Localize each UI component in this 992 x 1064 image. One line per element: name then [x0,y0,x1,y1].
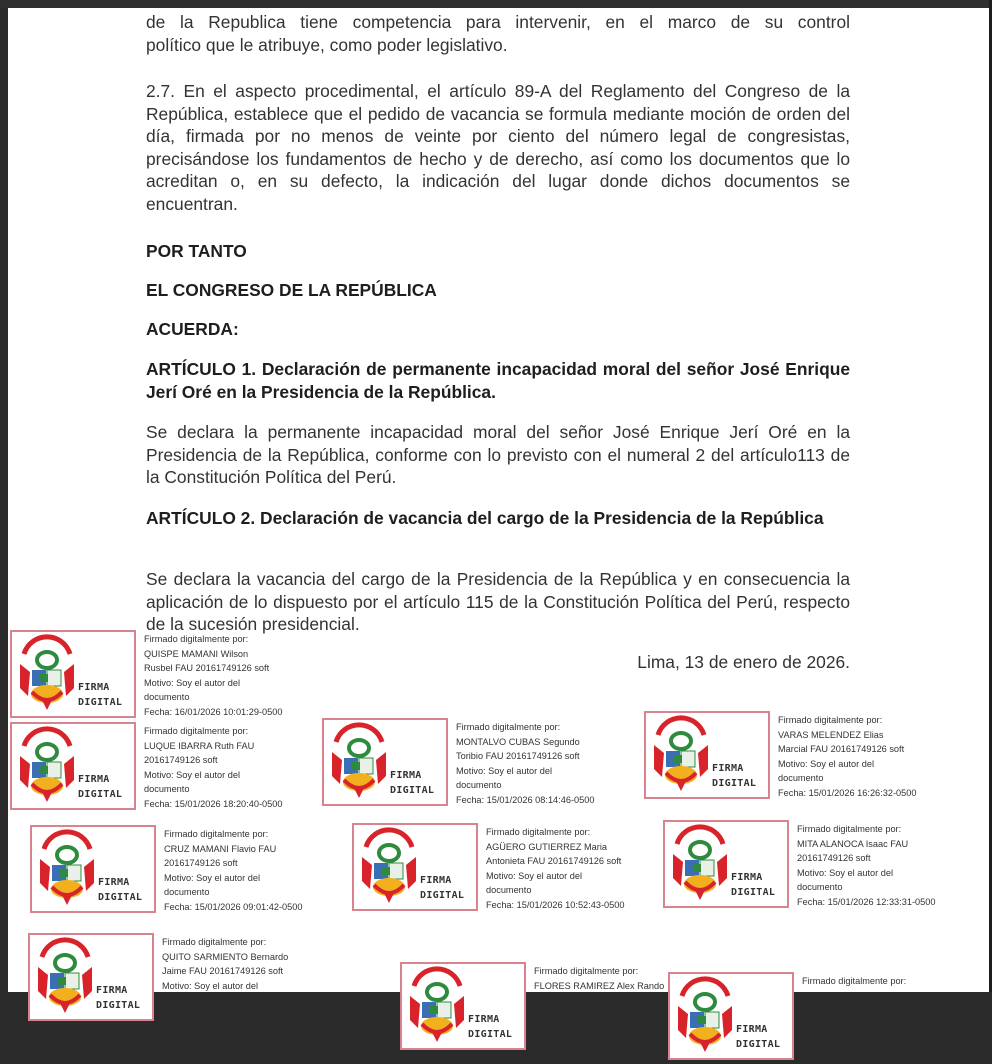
digital-label: DIGITAL [390,785,435,796]
signature-line: AGÜERO GUTIERREZ Maria [486,841,607,852]
firma-digital-label [731,870,775,900]
peru-coat-of-arms-icon [16,730,78,806]
viewer-top-frame [0,0,992,8]
paragraph-continuation [146,11,850,56]
firma-digital-label [96,983,140,1013]
digital-label: DIGITAL [736,1039,781,1050]
digital-signature-stamp [30,825,156,913]
signature-line: Fecha: 15/01/2026 12:33:31-0500 [797,896,936,907]
signature-line: MONTALVO CUBAS Segundo [456,736,580,747]
firma-digital-label [78,772,122,802]
digital-signature-stamp [10,722,136,810]
signature-line: 20161749126 soft [797,853,871,864]
firma-label: FIRMA [98,877,130,888]
firma-digital-label [390,768,434,798]
signature-line: documento [164,887,210,898]
signature-line: documento [778,773,824,784]
signature-line: documento [144,784,190,795]
paragraph-continuation-line1: de la Republica tiene competencia para intervenir, en el marco de su control [146,12,850,32]
digital-signature-stamp [400,962,526,1050]
digital-label: DIGITAL [420,890,465,901]
signature-line: QUISPE MAMANI Wilson [144,648,249,659]
paragraph-continuation-line2: político que le atribuye, como poder legislativo. [146,34,508,55]
signature-line: Marcial FAU 20161749126 soft [778,744,905,755]
signature-line: VARAS MELENDEZ Elias [778,729,884,740]
signature-header: Firmado digitalmente por: [534,966,639,976]
heading-por-tanto: POR TANTO [146,241,247,261]
digital-label: DIGITAL [96,1000,141,1011]
firma-label: FIRMA [78,682,110,693]
peru-coat-of-arms-icon [16,638,78,714]
digital-label: DIGITAL [731,887,776,898]
signature-line: Motivo: Soy el autor del [144,677,241,688]
firma-digital-label [420,873,464,903]
signature-line: Motivo: Soy el autor del [144,769,241,780]
firma-digital-label [736,1022,780,1052]
peru-coat-of-arms-icon [328,726,390,802]
signature-header: Firmado digitalmente por: [797,824,902,834]
signature-info [797,822,987,910]
signature-info [162,935,352,993]
signature-line: Fecha: 16/01/2026 10:01:29-0500 [144,706,283,717]
signature-info [144,632,334,720]
signature-line: Motivo: Soy el autor del [456,765,553,776]
digital-label: DIGITAL [98,892,143,903]
digital-signature-stamp [644,711,770,799]
article-2-body: Se declara la vacancia del cargo de la Presidencia de la República y en consecuencia la aplicación de lo dispuesto por el artículo 115 de la Constitución Política del Perú, respecto de la sucesión presidencial. [146,569,850,635]
signature-line: Motivo: Soy el autor del [797,867,894,878]
article-1-title: ARTÍCULO 1. Declaración de permanente incapacidad moral del señor José Enrique Jerí Oré en la Presidencia de la República. [146,359,850,402]
firma-digital-label [78,680,122,710]
signature-line: FLORES RAMIREZ Alex Rando [534,980,665,991]
digital-signature-stamp [663,820,789,908]
signature-info [802,974,992,989]
document-date: Lima, 13 de enero de 2026. [637,652,850,672]
signature-info [164,827,354,915]
signature-header: Firmado digitalmente por: [802,976,907,986]
peru-coat-of-arms-icon [36,833,98,909]
peru-coat-of-arms-icon [650,719,712,795]
firma-label: FIRMA [468,1014,500,1025]
signature-header: Firmado digitalmente por: [144,634,249,644]
firma-digital-label [468,1012,512,1042]
digital-signature-stamp [10,630,136,718]
digital-label: DIGITAL [78,789,123,800]
signature-line: Toribio FAU 20161749126 soft [456,751,580,762]
peru-coat-of-arms-icon [674,980,736,1056]
signature-header: Firmado digitalmente por: [162,937,267,947]
signature-line: Fecha: 15/01/2026 09:01:42-0500 [164,901,303,912]
paragraph-2-7 [146,80,850,216]
document-page [8,8,989,1050]
signature-line: Rusbel FAU 20161749126 soft [144,663,270,674]
firma-label: FIRMA [78,774,110,785]
signature-line: documento [456,780,502,791]
signature-header: Firmado digitalmente por: [778,715,883,725]
article-2-title: ARTÍCULO 2. Declaración de vacancia del cargo de la Presidencia de la República [146,508,824,528]
heading-congreso: EL CONGRESO DE LA REPÚBLICA [146,280,437,300]
signature-line: Fecha: 15/01/2026 16:26:32-0500 [778,787,917,798]
signature-line: Fecha: 15/01/2026 18:20:40-0500 [144,798,283,809]
signature-line: Antonieta FAU 20161749126 soft [486,856,622,867]
peru-coat-of-arms-icon [669,828,731,904]
digital-signature-stamp [28,933,154,1021]
signature-line: documento [486,885,532,896]
paragraph-2-7-text: 2.7. En el aspecto procedimental, el artículo 89-A del Reglamento del Congreso de la República, establece que el pedido de vacancia se formula mediante moción de orden del día, firmada por no menos de veinte por ciento del número legal de congresistas, precisándose los fundamentos de hecho y de derecho, así como los documentos que lo acreditan o, en su defecto, la indicación del lugar donde dichos documentos se encuentran. [146,81,850,214]
signature-line: 20161749126 soft [164,858,238,869]
article-1-body: Se declara la permanente incapacidad moral del señor José Enrique Jerí Oré en la Presidencia de la República, conforme con lo previsto con el numeral 2 del artículo113 de la Constitución Política del Perú. [146,422,850,488]
signature-line: Motivo: Soy el autor del [778,758,875,769]
signature-line: CRUZ MAMANI Flavio FAU [164,843,277,854]
signature-info [456,720,646,808]
firma-label: FIRMA [390,770,422,781]
firma-label: FIRMA [736,1024,768,1035]
signature-line: Motivo: Soy el autor del [162,980,259,991]
signature-line: QUITO SARMIENTO Bernardo [162,951,289,962]
signature-info [144,724,334,812]
peru-coat-of-arms-icon [34,941,96,1017]
digital-signature-stamp [322,718,448,806]
signature-header: Firmado digitalmente por: [456,722,561,732]
signature-header: Firmado digitalmente por: [164,829,269,839]
firma-label: FIRMA [731,872,763,883]
signature-info [486,825,676,913]
signature-info [778,713,968,801]
digital-label: DIGITAL [78,697,123,708]
signature-line: Jaime FAU 20161749126 soft [162,966,284,977]
signature-line: MITA ALANOCA Isaac FAU [797,838,909,849]
signature-line: documento [144,692,190,703]
signature-header: Firmado digitalmente por: [144,726,249,736]
signature-line: 20161749126 soft [144,755,218,766]
firma-label: FIRMA [420,875,452,886]
signature-line: Fecha: 15/01/2026 08:14:46-0500 [456,794,595,805]
signature-line: Motivo: Soy el autor del [486,870,583,881]
signature-line: Motivo: Soy el autor del [164,872,261,883]
firma-label: FIRMA [712,763,744,774]
peru-coat-of-arms-icon [358,831,420,907]
digital-label: DIGITAL [712,778,757,789]
signature-line: Fecha: 15/01/2026 10:52:43-0500 [486,899,625,910]
digital-label: DIGITAL [468,1029,513,1040]
firma-digital-label [98,875,142,905]
firma-label: FIRMA [96,985,128,996]
firma-digital-label [712,761,756,791]
signature-line: documento [797,882,843,893]
heading-acuerda: ACUERDA: [146,319,239,339]
signature-line: LUQUE IBARRA Ruth FAU [144,740,255,751]
peru-coat-of-arms-icon [406,970,468,1046]
digital-signature-stamp [352,823,478,911]
signature-header: Firmado digitalmente por: [486,827,591,837]
digital-signature-stamp [668,972,794,1060]
